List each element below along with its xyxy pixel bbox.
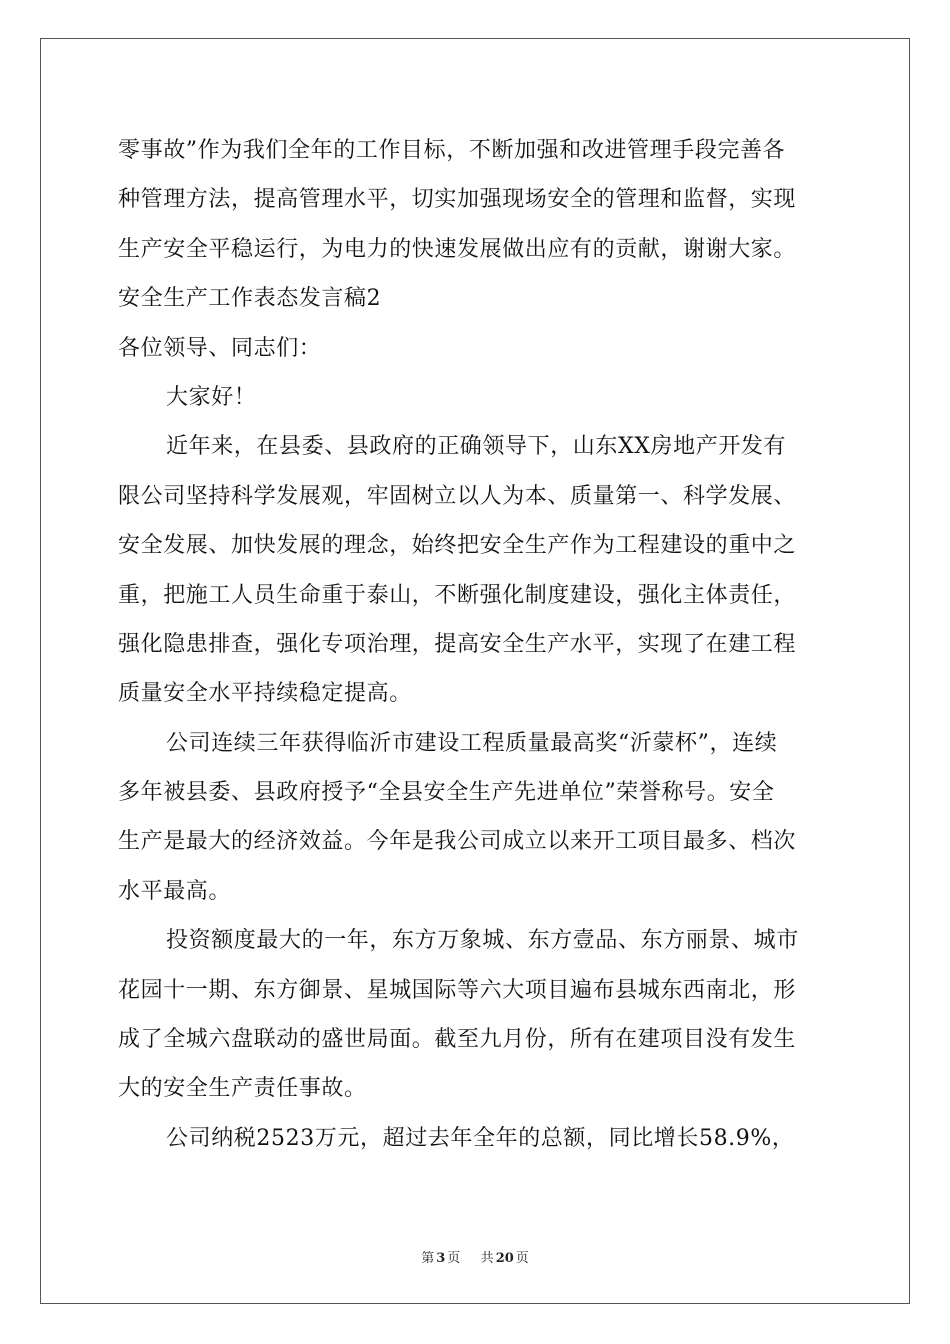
- page-indicator: [419, 1251, 462, 1266]
- body-line: 成了全城六盘联动的盛世局面。截至九月份，所有在建项目没有发生: [118, 1027, 797, 1053]
- page-prefix: 第: [421, 1251, 435, 1266]
- body-line: 花园十一期、东方御景、星城国际等六大项目遍布县城东西南北，形: [118, 977, 797, 1003]
- body-line: 多年被县委、县政府授予“全县安全生产先进单位”荣誉称号。安全: [118, 780, 775, 806]
- greeting: 大家好！: [166, 384, 257, 410]
- total-indicator: [479, 1251, 531, 1266]
- body-line: 安全发展、加快发展的理念，始终把安全生产作为工程建设的重中之: [118, 533, 797, 559]
- body-line: 公司连续三年获得临沂市建设工程质量最高奖“沂蒙杯”，连续: [166, 730, 778, 756]
- body-line: 生产安全平稳运行，为电力的快速发展做出应有的贡献，谢谢大家。: [118, 236, 797, 262]
- body-line: 零事故”作为我们全年的工作目标，不断加强和改进管理手段完善各: [118, 138, 786, 163]
- body-line: 限公司坚持科学发展观，牢固树立以人为本、质量第一、科学发展、: [118, 483, 797, 509]
- page-number: 3: [436, 1251, 446, 1266]
- body-line: 种管理方法，提高管理水平，切实加强现场安全的管理和监督，实现: [118, 187, 797, 213]
- body-line: 生产是最大的经济效益。今年是我公司成立以来开工项目最多、档次: [118, 829, 797, 855]
- body-line: 投资额度最大的一年，东方万象城、东方壹品、东方丽景、城市: [166, 928, 799, 954]
- body-line: 质量安全水平持续稳定提高。: [118, 681, 412, 707]
- body-line: 大的安全生产责任事故。: [118, 1076, 367, 1102]
- body-line: 水平最高。: [118, 878, 232, 904]
- document-body: [118, 126, 838, 1163]
- page-suffix: 页: [447, 1251, 461, 1266]
- salutation: 各位领导、同志们：: [118, 335, 322, 361]
- total-prefix: 共: [480, 1251, 494, 1266]
- body-line: 重，把施工人员生命重于泰山，不断强化制度建设，强化主体责任，: [118, 582, 797, 608]
- page-footer: [0, 1247, 950, 1266]
- total-suffix: 页: [515, 1251, 529, 1266]
- body-line: 强化隐患排查，强化专项治理，提高安全生产水平，实现了在建工程: [118, 631, 797, 657]
- section-heading: 安全生产工作表态发言稿2: [118, 286, 382, 312]
- body-line: 近年来，在县委、县政府的正确领导下，山东XX房地产开发有: [166, 434, 787, 460]
- total-pages: 20: [495, 1251, 514, 1266]
- body-line: 公司纳税2523万元，超过去年全年的总额，同比增长58.9%，: [166, 1125, 795, 1151]
